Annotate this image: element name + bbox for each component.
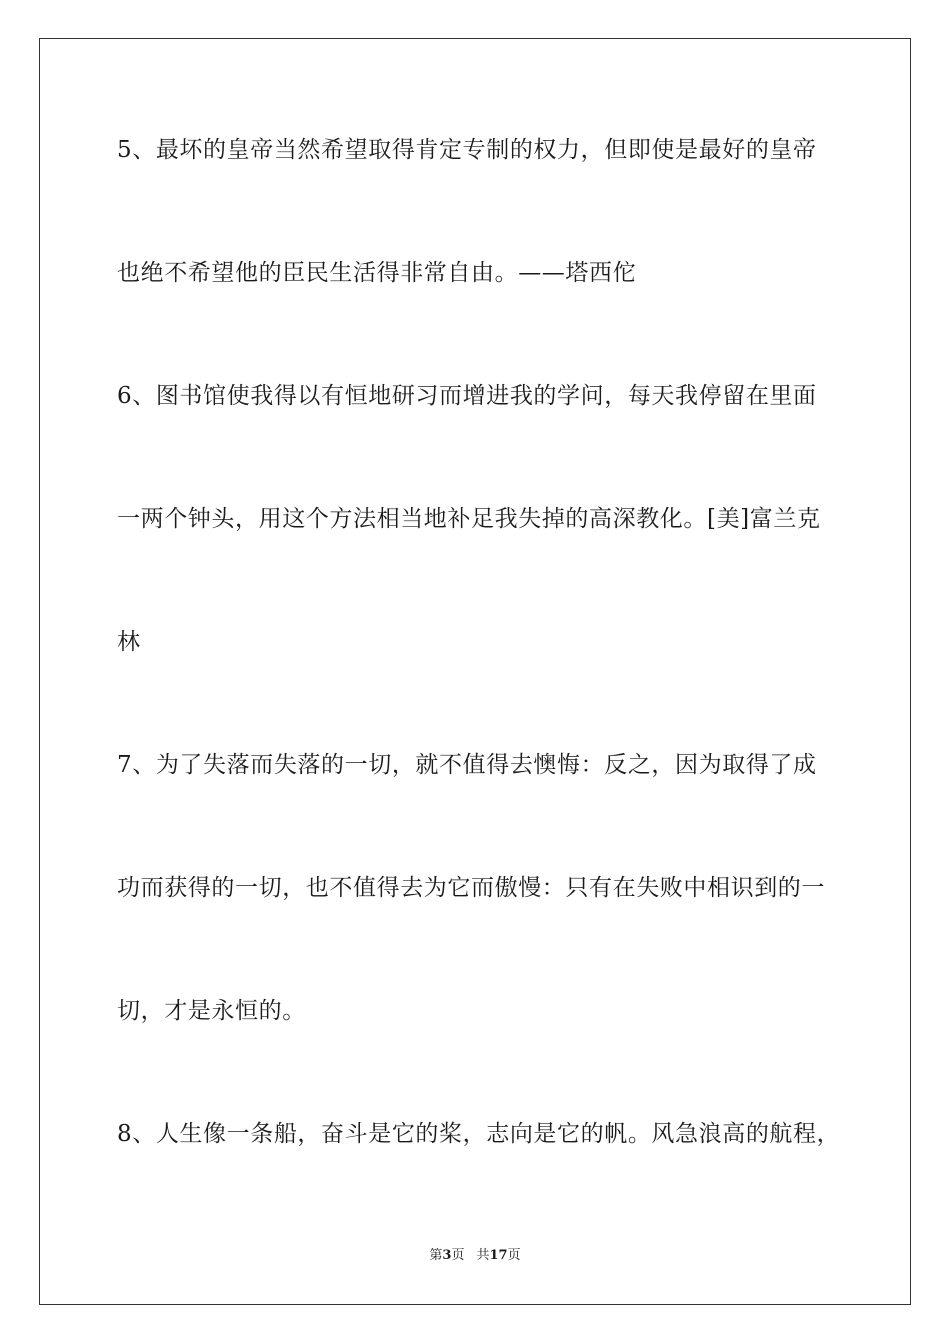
text-line-6: 7、为了失落而失落的一切，就不值得去懊悔：反之，因为取得了成 (117, 752, 817, 778)
text-line-4: 一两个钟头，用这个方法相当地补足我失掉的高深教化。[美]富兰克 (117, 506, 821, 532)
footer-total-number: 17 (489, 1248, 508, 1263)
footer-page-prefix: 第 (429, 1248, 443, 1263)
page-footer (0, 1248, 950, 1264)
text-line-9: 8、人生像一条船，奋斗是它的桨，志向是它的帆。风急浪高的航程， (117, 1121, 841, 1147)
footer-total-prefix: 共 (476, 1248, 490, 1263)
footer-total-suffix: 页 (507, 1248, 521, 1263)
text-line-3: 6、图书馆使我得以有恒地研习而增进我的学问，每天我停留在里面 (117, 383, 817, 409)
page-border (39, 38, 911, 1305)
text-line-5: 林 (117, 629, 141, 655)
footer-page-suffix: 页 (451, 1248, 465, 1263)
text-line-8: 切，才是永恒的。 (117, 998, 306, 1024)
text-line-1: 5、最坏的皇帝当然希望取得肯定专制的权力，但即使是最好的皇帝 (117, 137, 817, 163)
footer-page-number: 3 (442, 1248, 452, 1263)
text-line-2: 也绝不希望他的臣民生活得非常自由。——塔西佗 (117, 260, 637, 286)
text-line-7: 功而获得的一切，也不值得去为它而傲慢：只有在失败中相识到的一 (117, 875, 825, 901)
